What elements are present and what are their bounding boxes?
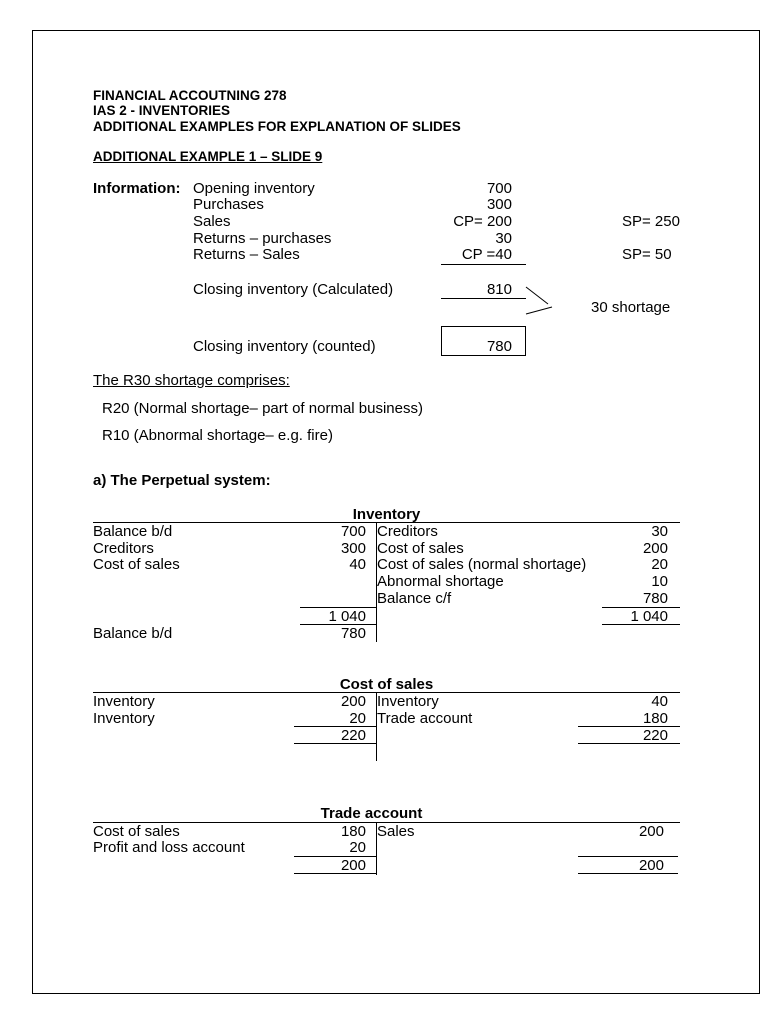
trade-account-title: Trade account [320,805,423,822]
info-row-label: Purchases [193,196,264,213]
total-rule [578,873,678,874]
total-rule [578,743,680,744]
credit-total: 200 [638,857,664,874]
credit-entry-amount: 200 [638,823,664,840]
credit-entry-label: Sales [377,823,415,840]
credit-entry-label: Cost of sales [377,540,464,557]
info-row-value: 700 [486,180,512,197]
credit-total: 220 [642,727,668,744]
closing-counted-label: Closing inventory (counted) [193,338,376,355]
credit-entry-amount: 10 [651,573,668,590]
credit-entry-amount: 40 [651,693,668,710]
debit-entry-label: Cost of sales [93,556,180,573]
credit-entry-label: Inventory [377,693,439,710]
debit-entry-label: Inventory [93,710,155,727]
credit-total: 1 040 [630,608,668,625]
info-row-value: CP= 200 [453,213,512,230]
debit-entry-label: Profit and loss account [93,839,245,856]
shortage-note: 30 shortage [591,299,671,316]
info-row-value: 300 [486,196,512,213]
credit-entry-label: Creditors [377,523,438,540]
debit-entry-label: Balance b/d [93,523,173,540]
example-title: ADDITIONAL EXAMPLE 1 – SLIDE 9 [93,149,323,164]
debit-entry-label: Inventory [93,693,155,710]
perpetual-heading: a) The Perpetual system: [93,472,271,489]
total-rule [602,624,680,625]
info-row-sp: SP= 250 [622,213,680,230]
debit-entry-label: Cost of sales [93,823,180,840]
info-row-label: Sales [193,213,231,230]
debit-entry-amount: 40 [349,556,366,573]
cost-of-sales-account-title: Cost of sales [339,676,434,693]
total-rule [294,743,376,744]
document-subtitle: ADDITIONAL EXAMPLES FOR EXPLANATION OF SLIDES [93,119,461,134]
credit-entry-label: Balance c/f [377,590,452,607]
debit-entry-label: Creditors [93,540,154,557]
closing-balance-amount: 780 [340,625,366,642]
closing-counted-value: 780 [486,338,512,355]
credit-entry-amount: 780 [642,590,668,607]
shortage-bracket-icon [524,284,554,318]
information-label: Information: [93,180,181,197]
course-title: FINANCIAL ACCOUTNING 278 [93,88,287,103]
info-row-value: CP =40 [461,246,512,263]
closing-calculated-value: 810 [486,281,512,298]
abnormal-shortage-text: R10 (Abnormal shortage– e.g. fire) [102,427,333,444]
debit-total: 220 [340,727,366,744]
info-rule [441,298,526,299]
info-row-label: Opening inventory [193,180,315,197]
closing-calculated-label: Closing inventory (Calculated) [193,281,394,298]
info-row-sp: SP= 50 [622,246,672,263]
debit-entry-amount: 200 [340,693,366,710]
info-row-value: 30 [495,230,512,247]
debit-entry-amount: 180 [340,823,366,840]
debit-entry-amount: 20 [349,839,366,856]
closing-balance-label: Balance b/d [93,625,173,642]
credit-entry-label: Cost of sales (normal shortage) [377,556,587,573]
debit-entry-amount: 700 [340,523,366,540]
credit-entry-amount: 20 [651,556,668,573]
shortage-heading: The R30 shortage comprises: [93,372,290,389]
debit-entry-amount: 300 [340,540,366,557]
debit-total: 200 [340,857,366,874]
credit-entry-label: Abnormal shortage [377,573,504,590]
debit-total: 1 040 [328,608,366,625]
credit-entry-label: Trade account [377,710,473,727]
debit-entry-amount: 20 [349,710,366,727]
info-row-label: Returns – Sales [193,246,300,263]
info-row-label: Returns – purchases [193,230,332,247]
normal-shortage-text: R20 (Normal shortage– part of normal business) [102,400,423,417]
inventory-account-title: Inventory [352,506,421,523]
total-rule [294,873,376,874]
credit-entry-amount: 30 [651,523,668,540]
topic-title: IAS 2 - INVENTORIES [93,103,231,118]
credit-entry-amount: 180 [642,710,668,727]
info-rule [441,264,526,265]
credit-entry-amount: 200 [642,540,668,557]
